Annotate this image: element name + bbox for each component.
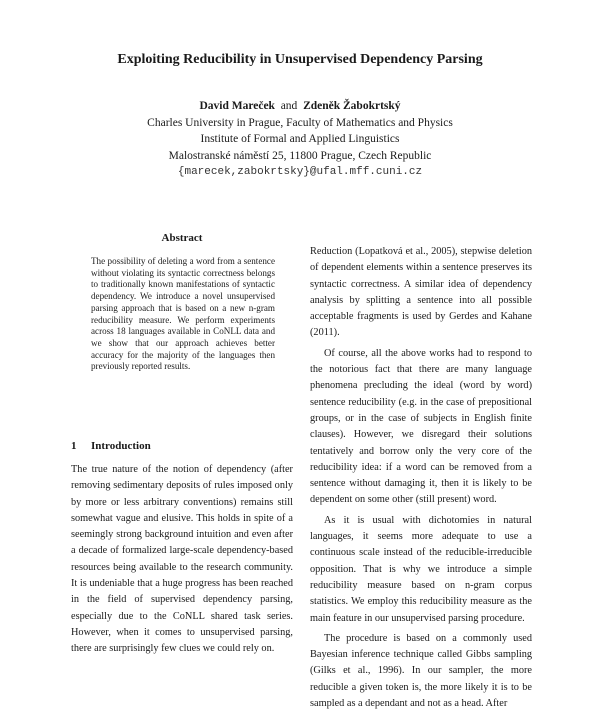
author-name: Zdeněk Žabokrtský [303,100,401,112]
abstract-heading: Abstract [161,232,203,244]
author-block [0,98,600,181]
affiliation-line: Charles University in Prague, Faculty of Mathematics and Physics [147,116,453,129]
author-line [0,98,600,115]
author-email: {marecek,zabokrtsky}@ufal.mff.cuni.cz [177,166,423,178]
author-conjunction: and [280,100,298,112]
body-paragraph: The procedure is based on a commonly used Bayesian inference technique called Gibbs sampling (Gilks et al., 1996). In our sampler, the more reducible a given token is, the more likely it is to be sampled as a dependant and not as a head. After [310,632,532,710]
right-column [310,244,532,712]
body-paragraph: Reduction (Lopatková et al., 2005), stepwise deletion of dependent elements within a sentence preserves its syntactic correctness. A similar idea of dependency analysis by splitting a sentence into all possible acceptable fragments is used by Gerdes and Kahane (2011). [310,246,532,339]
introduction-text: The true nature of the notion of dependency (after removing sedimentary deposits of rules imposed only by more or less arbitrary conventions) remains still somewhat vague and elusive. This holds in spite of a seemingly strong background intuition and even after a decade of formalized large-scale dependency-based resources being available to the research community. It is undeniable that a huge progress has been reached in the field of supervised dependency parsing, especially due to the CoNLL shared task series. However, when it comes to unsupervised parsing, there are surprisingly few clues we could rely on. [71,464,293,655]
address-line: Malostranské náměstí 25, 11800 Prague, Czech Republic [168,149,432,162]
section-heading [71,440,293,452]
affiliation-line: Institute of Formal and Applied Linguistics [200,133,400,145]
body-paragraph: As it is usual with dichotomies in natural languages, it seems more adequate to use a continuous scale instead of the reducible-irreducible opposition. That is why we introduce a simple reducibility measure based on n-gram corpus statistics. We employ this reducibility measure as the main feature in our unsupervised parsing procedure. [310,514,532,624]
section-title: Introduction [91,440,151,452]
body-paragraph: Of course, all the above works had to respond to the notorious fact that there are many language phenomena precluding the ideal (word by word) sentence reducibility (e.g. in the case of prepositional groups, or in the case of subjects in English finite clauses). However, we disregard their solutions tentatively and borrow only the very core of the reducibility idea: if a word can be removed from a sentence without damaging it, then it is likely to be dependent on some other (still present) word. [310,347,532,506]
paper-title: Exploiting Reducibility in Unsupervised Dependency Parsing [117,52,483,67]
section-number: 1 [71,440,77,452]
author-name: David Mareček [199,100,275,112]
abstract-text: The possibility of deleting a word from a sentence without violating its syntactic correctness belongs to traditionally known manifestations of syntactic dependency. We introduce a novel unsupervised parsing approach that is based on a new n-gram reducibility measure. We perform experiments across 18 languages available in CoNLL data and we show that our approach achieves better accuracy for the majority of the languages then previously reported results. [91,256,275,372]
